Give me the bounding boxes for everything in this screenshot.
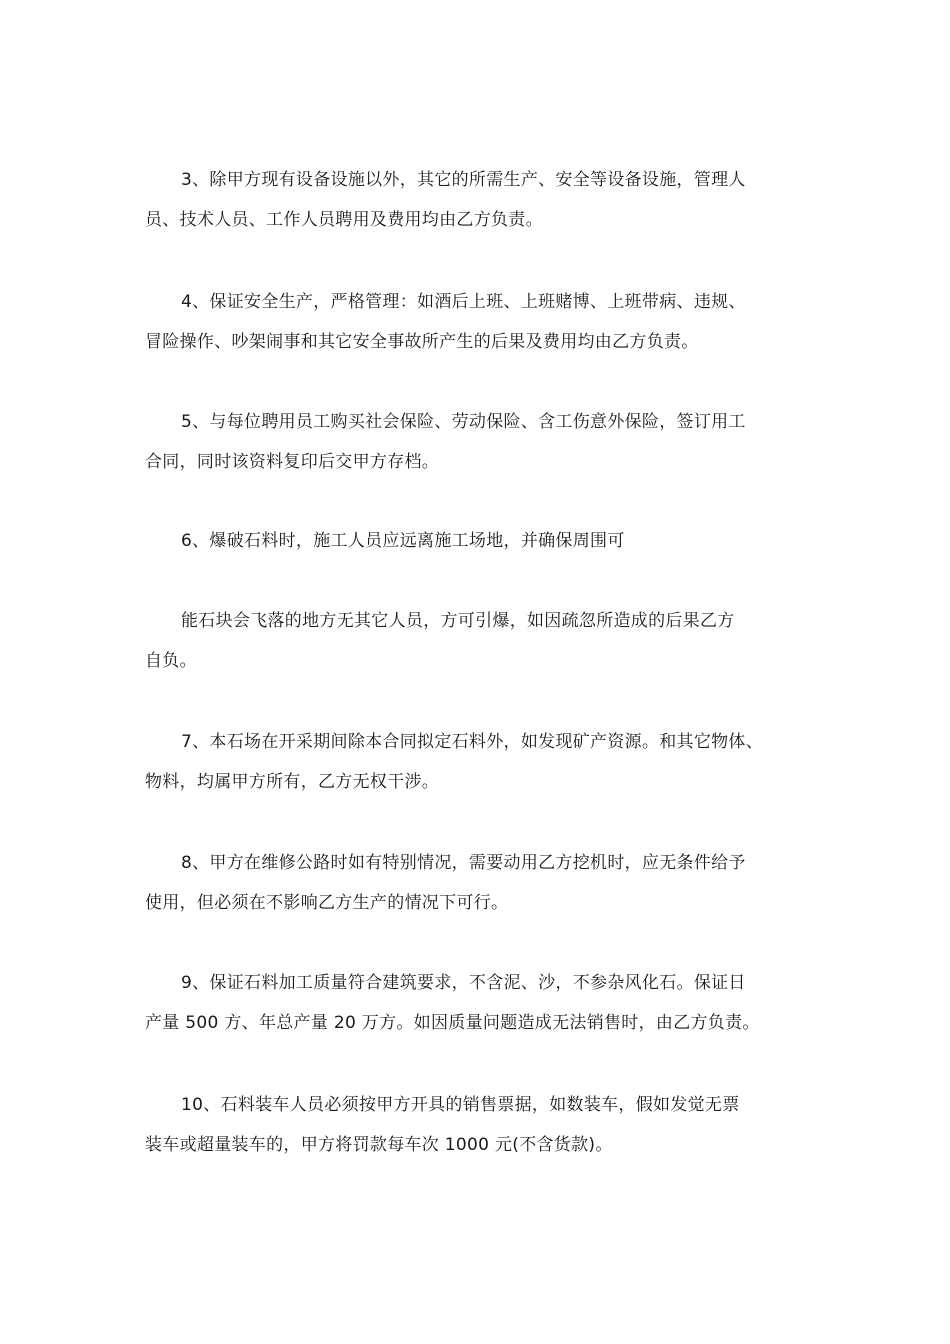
clause-9-line-2: 产量 500 方、年总产量 20 万方。如因质量问题造成无法销售时，由乙方负责。 (145, 1013, 760, 1033)
clause-3 (145, 160, 817, 240)
clause-8 (145, 843, 817, 923)
clause-6-line-1: 6、爆破石料时，施工人员应远离施工场地，并确保周围可 (181, 531, 625, 551)
clause-5 (145, 402, 817, 482)
clause-10-line-2: 装车或超量装车的，甲方将罚款每车次 1000 元(不含货款)。 (145, 1135, 613, 1155)
clause-6 (145, 521, 817, 561)
clause-4-line-1: 4、保证安全生产，严格管理：如酒后上班、上班赌博、上班带病、违规、 (181, 292, 746, 312)
clause-4 (145, 282, 817, 362)
clause-3-line-1: 3、除甲方现有设备设施以外，其它的所需生产、安全等设备设施，管理人 (181, 170, 746, 190)
clause-5-line-2: 合同，同时该资料复印后交甲方存档。 (145, 452, 440, 472)
clause-9-line-1: 9、保证石料加工质量符合建筑要求，不含泥、沙，不参杂风化石。保证日 (181, 973, 746, 993)
clause-7-line-1: 7、本石场在开采期间除本合同拟定石料外，如发现矿产资源。和其它物体、 (181, 732, 764, 752)
clause-4-line-2: 冒险操作、吵架闹事和其它安全事故所产生的后果及费用均由乙方负责。 (145, 332, 699, 352)
clause-10-line-1: 10、石料装车人员必须按甲方开具的销售票据，如数装车，假如发觉无票 (181, 1095, 740, 1115)
clause-8-line-1: 8、甲方在维修公路时如有特别情况，需要动用乙方挖机时，应无条件给予 (181, 853, 746, 873)
clause-9 (145, 963, 817, 1043)
clause-3-line-2: 员、技术人员、工作人员聘用及费用均由乙方负责。 (145, 210, 543, 230)
clause-8-line-2: 使用，但必须在不影响乙方生产的情况下可行。 (145, 893, 509, 913)
clause-7-line-2: 物料，均属甲方所有，乙方无权干涉。 (145, 772, 440, 792)
clause-6-continued (145, 601, 817, 681)
clause-6-cont-line-1: 能石块会飞落的地方无其它人员，方可引爆，如因疏忽所造成的后果乙方 (181, 611, 735, 631)
clause-6-cont-line-2: 自负。 (145, 651, 197, 671)
clause-10 (145, 1085, 817, 1165)
clause-5-line-1: 5、与每位聘用员工购买社会保险、劳动保险、含工伤意外保险，签订用工 (181, 412, 746, 432)
clause-7 (145, 722, 817, 802)
